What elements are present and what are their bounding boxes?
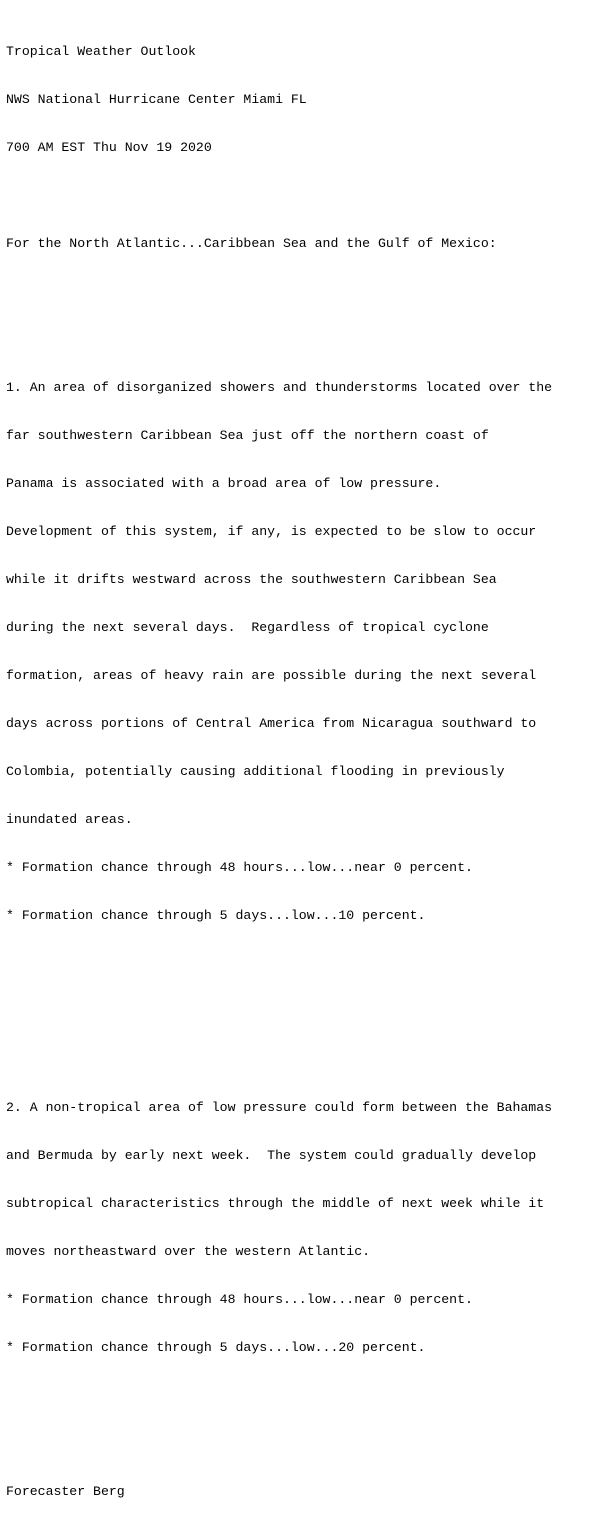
item-1-line: Panama is associated with a broad area of low pressure.: [6, 476, 442, 491]
spacer: [6, 188, 610, 204]
issue-time: 700 AM EST Thu Nov 19 2020: [6, 140, 212, 155]
item-1-line: Development of this system, if any, is expected to be slow to occur: [6, 524, 537, 539]
spacer: [6, 284, 610, 300]
item-1-line: inundated areas.: [6, 812, 133, 827]
spacer: [6, 1004, 610, 1020]
document-title: Tropical Weather Outlook: [6, 44, 196, 59]
item-2-line: and Bermuda by early next week. The system could gradually develop: [6, 1148, 537, 1163]
forecaster-signature: Forecaster Berg: [6, 1484, 125, 1499]
item-1-line: while it drifts westward across the southwestern Caribbean Sea: [6, 572, 497, 587]
item-2-line: 2. A non-tropical area of low pressure could form between the Bahamas: [6, 1100, 553, 1115]
item-1-chance-48h: * Formation chance through 48 hours...low...near 0 percent.: [6, 860, 473, 875]
item-2-line: moves northeastward over the western Atlantic.: [6, 1244, 371, 1259]
item-1-line: days across portions of Central America from Nicaragua southward to: [6, 716, 537, 731]
item-2-chance-48h: * Formation chance through 48 hours...low...near 0 percent.: [6, 1292, 473, 1307]
outlook-document: [6, 12, 610, 1516]
issuing-office: NWS National Hurricane Center Miami FL: [6, 92, 307, 107]
item-2-line: subtropical characteristics through the middle of next week while it: [6, 1196, 545, 1211]
region-heading: For the North Atlantic...Caribbean Sea and the Gulf of Mexico:: [6, 236, 497, 251]
item-1-line: during the next several days. Regardless of tropical cyclone: [6, 620, 489, 635]
item-1-line: Colombia, potentially causing additional flooding in previously: [6, 764, 505, 779]
item-1-line: 1. An area of disorganized showers and thunderstorms located over the: [6, 380, 553, 395]
outlook-item-2: [6, 1068, 610, 1388]
item-1-line: formation, areas of heavy rain are possible during the next several: [6, 668, 537, 683]
item-2-chance-5d: * Formation chance through 5 days...low...20 percent.: [6, 1340, 426, 1355]
outlook-item-1: [6, 348, 610, 956]
item-1-chance-5d: * Formation chance through 5 days...low...10 percent.: [6, 908, 426, 923]
spacer: [6, 1436, 610, 1452]
item-1-line: far southwestern Caribbean Sea just off the northern coast of: [6, 428, 489, 443]
